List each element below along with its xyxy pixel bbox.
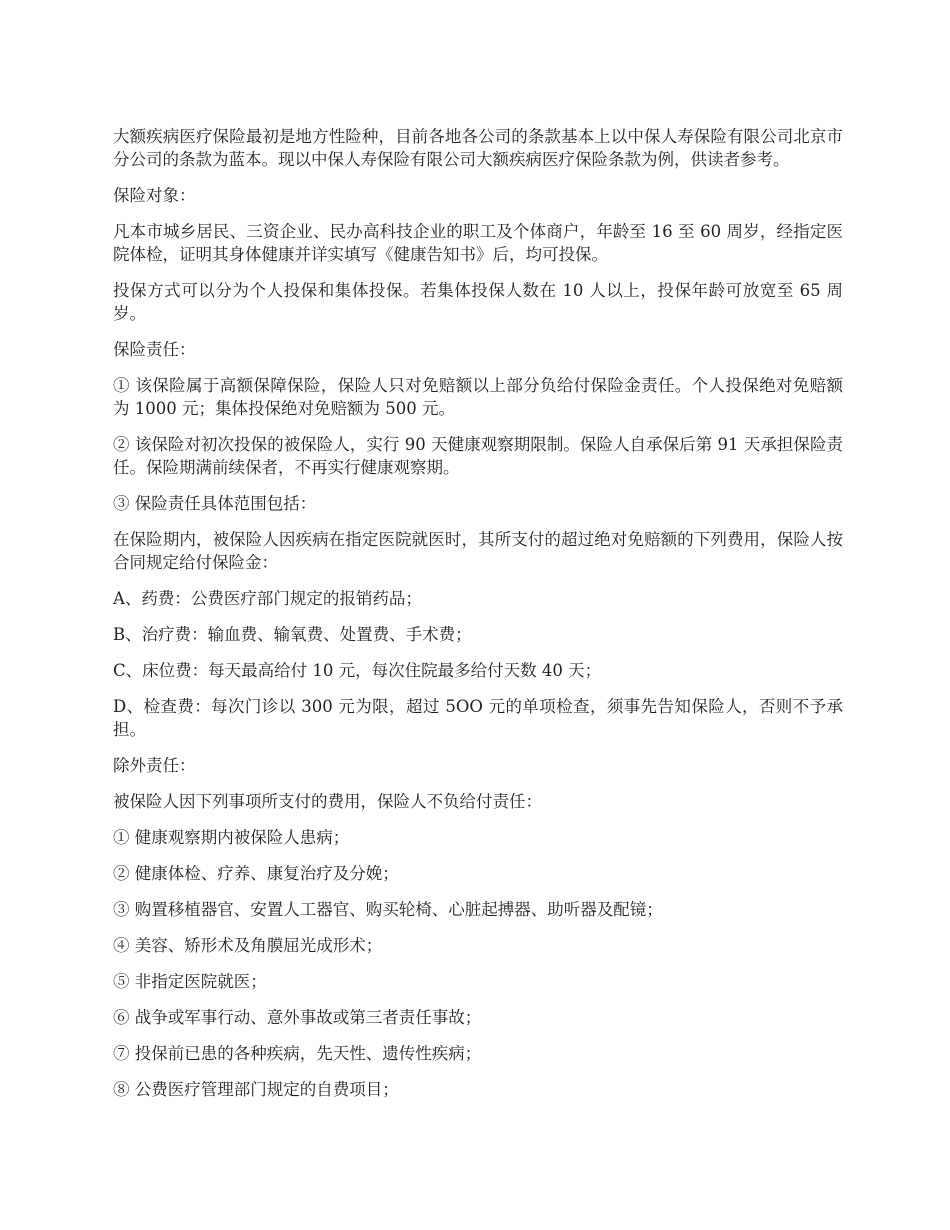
- exclusion-item-7: ⑦ 投保前已患的各种疾病，先天性、遗传性疾病；: [113, 1044, 482, 1063]
- coverage-item-1: ① 该保险属于高额保障保险，保险人只对免赔额以上部分负给付保险金责任。个人投保绝对免赔额为 1000 元；集体投保绝对免赔额为 500 元。: [113, 376, 843, 418]
- section-heading-coverage: 保险责任：: [113, 340, 196, 359]
- exclusion-item-3: ③ 购置移植器官、安置人工器官、购买轮椅、心脏起搏器、助听器及配镜；: [113, 900, 663, 919]
- enrollment-method-paragraph: 投保方式可以分为个人投保和集体投保。若集体投保人数在 10 人以上，投保年龄可放宽至 65 周岁。: [113, 281, 843, 323]
- coverage-scope-paragraph: 在保险期内，被保险人因疾病在指定医院就医时，其所支付的超过绝对免赔额的下列费用，保险人按合同规定给付保险金：: [113, 530, 843, 572]
- expense-item-c: C、床位费：每天最高给付 10 元，每次住院最多给付天数 40 天；: [113, 661, 602, 680]
- section-heading-exclusions: 除外责任：: [113, 756, 196, 775]
- coverage-item-3: ③ 保险责任具体范围包括：: [113, 494, 317, 513]
- exclusion-item-2: ② 健康体检、疗养、康复治疗及分娩；: [113, 864, 399, 883]
- expense-item-b: B、治疗费：输血费、输氧费、处置费、手术费；: [113, 625, 472, 644]
- exclusion-item-4: ④ 美容、矫形术及角膜屈光成形术；: [113, 936, 383, 955]
- exclusion-item-5: ⑤ 非指定医院就医；: [113, 972, 267, 991]
- section-heading-insured-objects: 保险对象：: [113, 186, 196, 205]
- eligibility-paragraph: 凡本市城乡居民、三资企业、民办高科技企业的职工及个体商户，年龄至 16 至 60 周岁，经指定医院体检，证明其身体健康并详实填写《健康告知书》后，均可投保。: [113, 222, 843, 264]
- expense-item-d: D、检查费：每次门诊以 300 元为限，超过 5OO 元的单项检查，须事先告知保险人，否则不予承担。: [113, 697, 843, 739]
- exclusion-item-8: ⑧ 公费医疗管理部门规定的自费项目；: [113, 1080, 399, 1099]
- exclusions-intro-paragraph: 被保险人因下列事项所支付的费用，保险人不负给付责任：: [113, 792, 542, 811]
- document-body: [113, 125, 843, 1114]
- exclusion-item-6: ⑥ 战争或军事行动、意外事故或第三者责任事故；: [113, 1008, 482, 1027]
- expense-item-a: A、药费：公费医疗部门规定的报销药品；: [113, 589, 422, 608]
- coverage-item-2: ② 该保险对初次投保的被保险人，实行 90 天健康观察期限制。保险人自承保后第 91 天承担保险责任。保险期满前续保者，不再实行健康观察期。: [113, 435, 843, 477]
- exclusion-item-1: ① 健康观察期内被保险人患病；: [113, 828, 350, 847]
- intro-paragraph: 大额疾病医疗保险最初是地方性险种，目前各地各公司的条款基本上以中保人寿保险有限公司北京市分公司的条款为蓝本。现以中保人寿保险有限公司大额疾病医疗保险条款为例，供读者参考。: [113, 127, 843, 169]
